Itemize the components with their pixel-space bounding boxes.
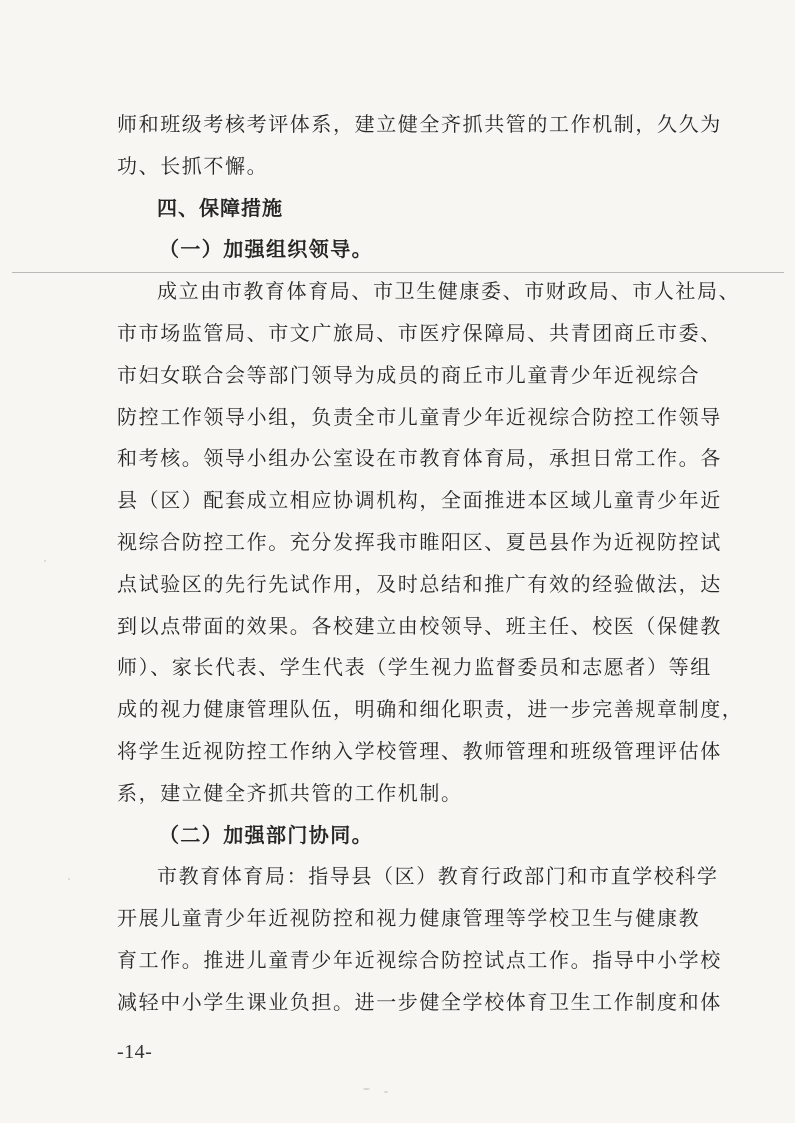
paragraph-line: 市市场监管局、市文广旅局、市医疗保障局、共青团商丘市委、 — [117, 320, 722, 345]
paragraph-line: 成立由市教育体育局、市卫生健康委、市财政局、市人社局、 — [157, 279, 741, 304]
paragraph-line: 县（区）配套成立相应协调机构，全面推进本区域儿童青少年近 — [117, 488, 722, 513]
paragraph-line: 师）、家长代表、学生代表（学生视力监督委员和志愿者）等组 — [117, 655, 712, 680]
paragraph-line: 防控工作领导小组，负责全市儿童青少年近视综合防控工作领导 — [117, 404, 722, 429]
paragraph-line: 开展儿童青少年近视防控和视力健康管理等学校卫生与健康教 — [117, 906, 701, 931]
paragraph-line: 到以点带面的效果。各校建立由校领导、班主任、校医（保健教 — [117, 613, 722, 638]
document-body — [117, 104, 744, 1024]
paragraph-line: 视综合防控工作。充分发挥我市睢阳区、夏邑县作为近视防控试 — [117, 529, 722, 554]
paragraph-line: 师和班级考核考评体系，建立健全齐抓共管的工作机制，久久为 — [117, 112, 722, 136]
paragraph-line: 减轻中小学生课业负担。进一步健全学校体育卫生工作制度和体 — [117, 989, 722, 1014]
paragraph-line: 成的视力健康管理队伍，明确和细化职责，进一步完善规章制度， — [117, 697, 744, 722]
paragraph-line: 将学生近视防控工作纳入学校管理、教师管理和班级管理评估体 — [117, 738, 722, 763]
paragraph-line: 育工作。推进儿童青少年近视综合防控试点工作。指导中小学校 — [117, 947, 722, 972]
scan-speck — [363, 1088, 370, 1090]
paragraph-line: 市教育体育局：指导县（区）教育行政部门和市直学校科学 — [157, 864, 719, 889]
subsection-heading: （二）加强部门协同。 — [159, 822, 373, 847]
scan-speck — [44, 560, 46, 562]
paragraph-line: 系，建立健全齐抓共管的工作机制。 — [117, 780, 463, 805]
section-heading: 四、保障措施 — [157, 195, 283, 220]
subsection-heading: （一）加强组织领导。 — [159, 237, 373, 262]
scan-speck — [384, 1091, 388, 1093]
paragraph-line: 点试验区的先行先试作用，及时总结和推广有效的经验做法，达 — [117, 571, 722, 596]
paragraph-line: 市妇女联合会等部门领导为成员的商丘市儿童青少年近视综合 — [117, 362, 701, 387]
paragraph-line: 功、长抓不懈。 — [117, 153, 269, 178]
scan-speck — [68, 878, 70, 880]
page-number: -14- — [117, 1041, 153, 1063]
paragraph-line: 和考核。领导小组办公室设在市教育体育局，承担日常工作。各 — [117, 446, 722, 471]
